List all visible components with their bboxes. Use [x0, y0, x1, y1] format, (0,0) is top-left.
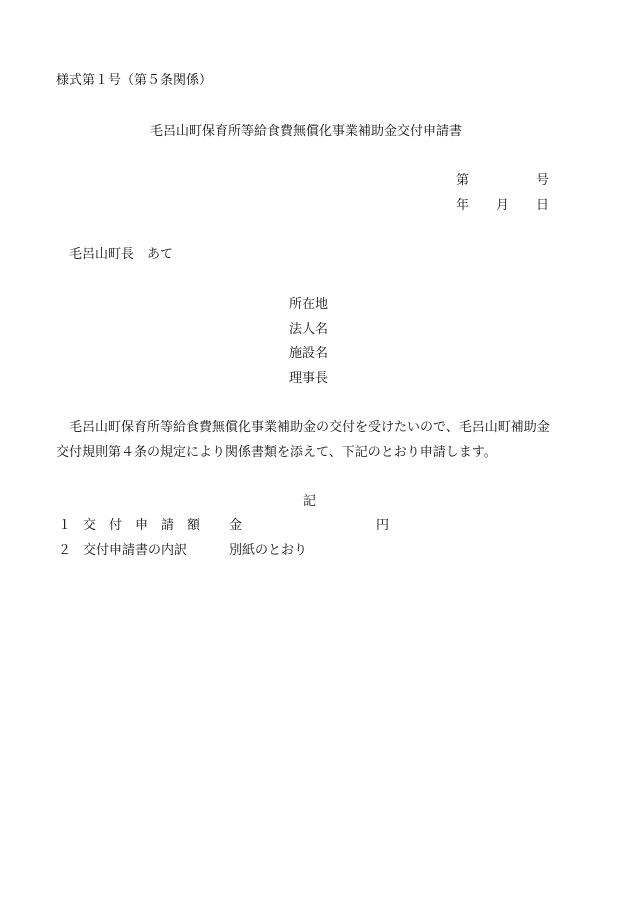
date-year: 年 — [456, 198, 470, 213]
doc-number-dai: 第 — [456, 173, 470, 188]
doc-number-go: 号 — [536, 173, 550, 188]
item-label: 交 付 申 請 額 — [83, 518, 201, 533]
date-day: 日 — [536, 198, 550, 213]
addressee: 毛呂山町長 あて — [69, 247, 174, 262]
field-facility-label: 施設名 — [289, 346, 329, 361]
item-number: ２ — [58, 543, 72, 558]
item-value-prefix: 金 — [229, 518, 243, 533]
body-text-line-2: 交付規則第４条の規定により関係書類を添えて、下記のとおり申請します。 — [56, 445, 497, 460]
date-month: 月 — [496, 198, 510, 213]
field-address-label: 所在地 — [289, 297, 329, 312]
field-chairperson-label: 理事長 — [289, 371, 329, 386]
item-label: 交付申請書の内訳 — [83, 543, 188, 558]
form-number: 様式第１号（第５条関係） — [56, 73, 213, 88]
body-text-line-1: 毛呂山町保育所等給食費無償化事業補助金の交付を受けたいので、毛呂山町補助金 — [69, 420, 550, 435]
form-title: 毛呂山町保育所等給食費無償化事業補助金交付申請書 — [150, 124, 463, 139]
item-value-suffix: 円 — [376, 518, 390, 533]
ki-heading: 記 — [303, 494, 317, 509]
item-number: １ — [58, 518, 72, 533]
item-value: 別紙のとおり — [229, 543, 308, 558]
field-corporation-label: 法人名 — [289, 322, 329, 337]
